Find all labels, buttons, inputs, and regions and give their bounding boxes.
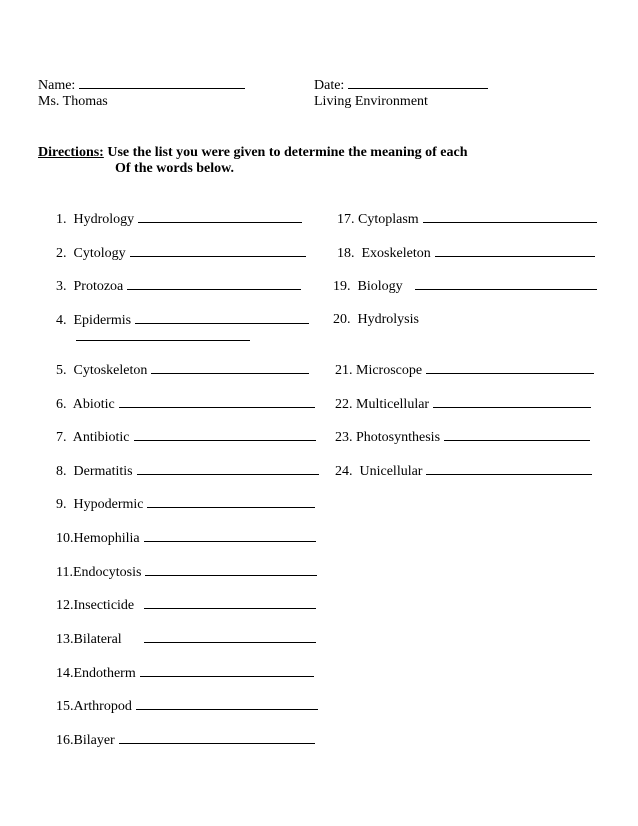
answer-blank[interactable] (144, 631, 316, 643)
answer-blank[interactable] (135, 312, 309, 324)
term-row: 23. Photosynthesis (335, 429, 590, 446)
term-row: 16.Bilayer (56, 732, 315, 749)
term-word: Bilateral (73, 632, 122, 647)
term-word: Biology (357, 279, 403, 294)
term-row: 18. Exoskeleton (337, 245, 595, 262)
term-row: 17. Cytoplasm (337, 211, 597, 228)
term-row: 14.Endotherm (56, 665, 314, 682)
answer-blank[interactable] (144, 530, 316, 542)
term-word: Multicellular (356, 397, 430, 412)
answer-blank[interactable] (145, 564, 317, 576)
term-row: 10.Hemophilia (56, 530, 316, 547)
answer-blank[interactable] (426, 463, 592, 475)
term-row: 19. Biology (333, 278, 597, 295)
term-row: 2. Cytology (56, 245, 306, 262)
answer-blank[interactable] (151, 362, 309, 374)
date-label: Date: (314, 78, 345, 93)
term-word: Antibiotic (72, 430, 130, 445)
term-word: Abiotic (72, 397, 115, 412)
answer-blank[interactable] (426, 362, 594, 374)
term-word: Bilayer (73, 733, 115, 748)
answer-blank[interactable] (127, 278, 301, 290)
term-row: 13.Bilateral (56, 631, 316, 648)
term-word: Unicellular (359, 464, 423, 479)
answer-blank[interactable] (137, 463, 319, 475)
term-row: 5. Cytoskeleton (56, 362, 309, 379)
name-label: Name: (38, 78, 76, 93)
term-word: Hydrolysis (357, 312, 419, 327)
date-field (314, 77, 488, 94)
answer-blank[interactable] (435, 245, 595, 257)
answer-blank[interactable] (433, 396, 591, 408)
answer-blank[interactable] (134, 429, 316, 441)
course-name: Living Environment (314, 94, 428, 109)
term-row: 7. Antibiotic (56, 429, 316, 446)
directions-text-1: Use the list you were given to determine the meaning of each (107, 145, 468, 160)
term-word: Hemophilia (73, 531, 140, 546)
name-blank[interactable] (79, 77, 245, 89)
term-row: 22. Multicellular (335, 396, 591, 413)
term-row: 6. Abiotic (56, 396, 315, 413)
term-word: Photosynthesis (356, 430, 441, 445)
term-row: 4. Epidermis (56, 312, 309, 329)
term-row: 24. Unicellular (335, 463, 592, 480)
term-row: 8. Dermatitis (56, 463, 319, 480)
answer-blank[interactable] (138, 211, 302, 223)
directions-label: Directions: (38, 145, 104, 160)
term-word: Hypodermic (73, 497, 144, 512)
directions-text-2: Of the words below. (115, 161, 234, 176)
term-row: 21. Microscope (335, 362, 594, 379)
answer-blank[interactable] (136, 698, 318, 710)
directions-line-1 (38, 145, 468, 161)
date-blank[interactable] (348, 77, 488, 89)
name-field (38, 77, 245, 94)
answer-blank[interactable] (415, 278, 597, 290)
answer-blank[interactable] (140, 665, 314, 677)
term-row: 11.Endocytosis (56, 564, 317, 581)
term-word: Endocytosis (72, 565, 142, 580)
term-word: Hydrology (73, 212, 135, 227)
answer-blank[interactable] (444, 429, 590, 441)
term-row: 20. Hydrolysis (333, 312, 419, 327)
answer-blank-continued[interactable] (76, 329, 250, 346)
term-word: Cytoskeleton (73, 363, 148, 378)
term-word: Insecticide (73, 598, 135, 613)
answer-blank[interactable] (119, 732, 315, 744)
answer-blank[interactable] (144, 597, 316, 609)
term-row: 3. Protozoa (56, 278, 301, 295)
term-word: Protozoa (73, 279, 124, 294)
term-word: Arthropod (73, 699, 132, 714)
term-word: Cytoplasm (358, 212, 419, 227)
answer-blank[interactable] (423, 211, 597, 223)
term-word: Epidermis (73, 313, 132, 328)
teacher-name: Ms. Thomas (38, 94, 108, 109)
term-word: Endotherm (73, 666, 136, 681)
term-word: Dermatitis (73, 464, 133, 479)
answer-blank[interactable] (147, 496, 315, 508)
answer-blank[interactable] (130, 245, 306, 257)
term-word: Cytology (73, 246, 126, 261)
answer-blank[interactable] (119, 396, 315, 408)
term-row: 9. Hypodermic (56, 496, 315, 513)
term-word: Microscope (356, 363, 423, 378)
term-word: Exoskeleton (361, 246, 431, 261)
term-row: 15.Arthropod (56, 698, 318, 715)
term-row: 12.Insecticide (56, 597, 316, 614)
term-row: 1. Hydrology (56, 211, 302, 228)
